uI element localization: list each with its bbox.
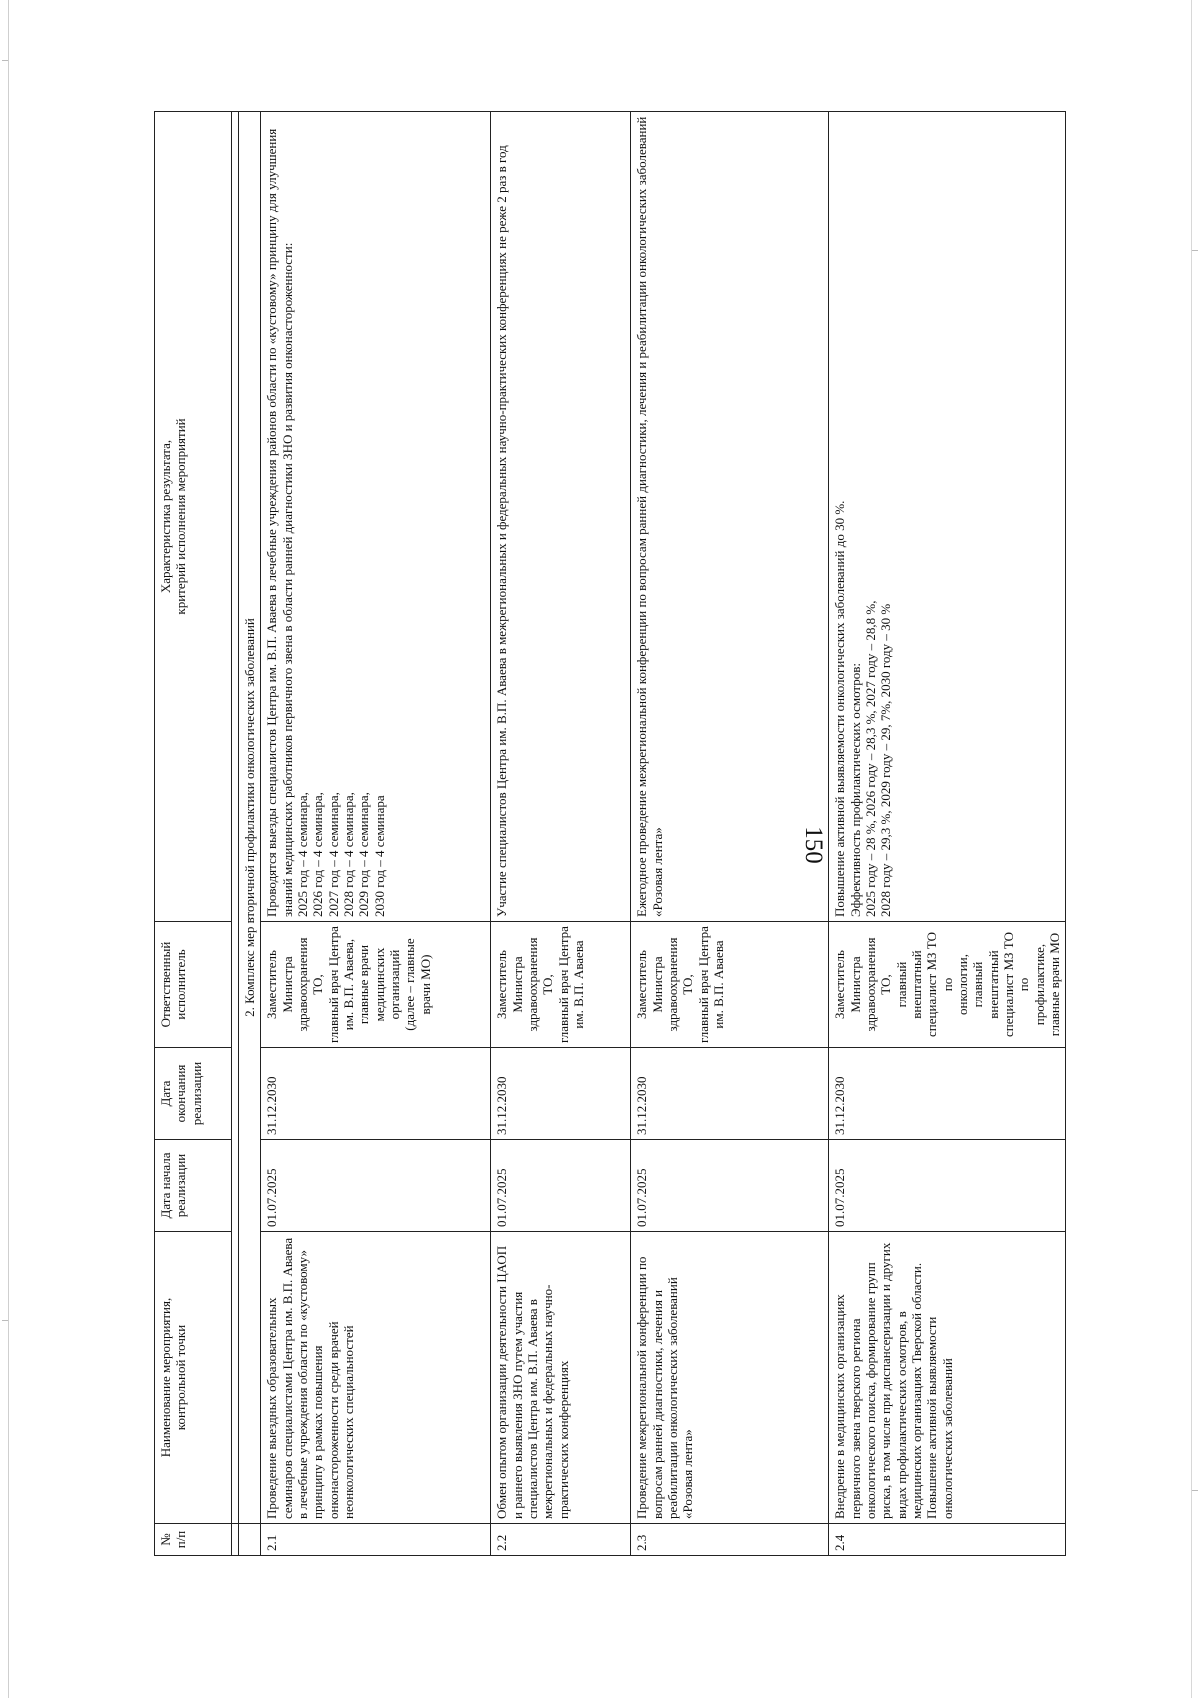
table-row — [829, 112, 1066, 1556]
row-name: Проведение выездных образовательных семинаров специалистами Центра им. В.П. Аваева в лечебные учреждения области по «кустовому» принципу в рамках повышения онконастороженности среди врачей неонкологических специальностей — [261, 1232, 491, 1524]
row-result: Участие специалистов Центра им. В.П. Аваева в межрегиональных и федеральных научно-практических конференциях не реже 2 раз в год — [491, 112, 631, 922]
row-num: 2.2 — [491, 1524, 631, 1556]
row-num: 2.3 — [631, 1524, 829, 1556]
header-responsible-text: Ответственный исполнитель — [158, 941, 189, 1028]
scan-mark — [2, 1320, 8, 1321]
header-name — [155, 1232, 232, 1524]
header-name-text: Наименование мероприятия, контрольной точки — [158, 1297, 189, 1458]
section-title: 2. Комплекс мер вторичной профилактики онкологических заболеваний — [239, 112, 261, 1524]
row-start: 01.07.2025 — [261, 1140, 491, 1232]
section-num-cell — [239, 1524, 261, 1556]
row-start: 01.07.2025 — [631, 1140, 829, 1232]
row-responsible: Заместитель Министра здравоохранения ТО, главный врач Центра им. В.П. Аваева — [491, 922, 631, 1048]
scan-edge-right — [1191, 0, 1192, 1698]
row-end: 31.12.2030 — [261, 1048, 491, 1140]
table-gap-row — [232, 112, 239, 1556]
page-number: 150 — [800, 826, 827, 864]
section-row — [239, 112, 261, 1556]
header-end-text: Дата окончания реализации — [158, 1061, 204, 1126]
row-end: 31.12.2030 — [631, 1048, 829, 1140]
header-end — [155, 1048, 232, 1140]
header-start — [155, 1140, 232, 1232]
header-num-text: № п/п — [158, 1530, 189, 1549]
row-result: Ежегодное проведение межрегиональной конференции по вопросам ранней диагностики, лечения и реабилитации онкологических заболеваний «Розовая лента» — [631, 112, 829, 922]
scan-mark — [1192, 1490, 1198, 1491]
header-responsible — [155, 922, 232, 1048]
row-responsible: Заместитель Министра здравоохранения ТО, главный врач Центра им. В.П. Аваева, главные врачи медицинских организаций (далее – главные врачи МО) — [261, 922, 491, 1048]
table-header-row — [155, 112, 232, 1556]
scan-mark — [1192, 250, 1198, 251]
header-result — [155, 112, 232, 922]
table-row — [491, 112, 631, 1556]
row-result: Проводятся выезды специалистов Центра им. В.П. Аваева в лечебные учреждения районов области по «кустовому» принципу для улучшения знаний медицинских работников первичного звена в области ранней диагностики ЗНО и развития онконастороженности: 2025 год – 4 семинара, 2026 год – 4 семинара, 2027 год – 4 семинара, 2028 год – 4 семинара, 2029 год – 4 семинара, 2030 год – 4 семинара — [261, 112, 491, 922]
row-end: 31.12.2030 — [491, 1048, 631, 1140]
rotated-document-content — [154, 112, 1062, 1556]
row-responsible: Заместитель Министра здравоохранения ТО, главный врач Центра им. В.П. Аваева — [631, 922, 829, 1048]
table-row — [261, 112, 491, 1556]
gap-cell — [232, 1524, 239, 1556]
row-end: 31.12.2030 — [829, 1048, 1066, 1140]
scan-edge-left — [8, 0, 9, 1698]
row-num: 2.4 — [829, 1524, 1066, 1556]
gap-cell — [232, 112, 239, 1524]
row-result: Повышение активной выявляемости онкологических заболеваний до 30 %. Эффективность профилактических осмотров: 2025 году – 28 %, 2026 году – 28,3 %, 2027 году – 28,8 %, 2028 году – 29,3 %, 2029 году – 29, 7%, 2030 году – 30 % — [829, 112, 1066, 922]
table-row — [631, 112, 829, 1556]
header-start-text: Дата начала реализации — [158, 1152, 189, 1219]
row-num: 2.1 — [261, 1524, 491, 1556]
row-name: Проведение межрегиональной конференции по вопросам ранней диагностики, лечения и реабилитации онкологических заболеваний «Розовая лента» — [631, 1232, 829, 1524]
header-result-text: Характеристика результата, критерий исполнения мероприятий — [158, 418, 189, 615]
row-name: Обмен опытом организации деятельности ЦАОП и раннего выявления ЗНО путем участия специалистов Центра им. В.П. Аваева в межрегиональных и федеральных научно-практических конференциях — [491, 1232, 631, 1524]
activities-table — [154, 111, 1066, 1556]
header-num — [155, 1524, 232, 1556]
row-start: 01.07.2025 — [491, 1140, 631, 1232]
row-responsible: Заместитель Министра здравоохранения ТО, главный внештатный специалист МЗ ТО по онкологии, главный внештатный специалист МЗ ТО по профилактике, главные врачи МО — [829, 922, 1066, 1048]
row-start: 01.07.2025 — [829, 1140, 1066, 1232]
row-name: Внедрение в медицинских организациях первичного звена тверского региона онкологического поиска, формирование групп риска, в том числе при диспансеризации и других видах профилактических осмотров, в медицинских организациях Тверской области. Повышение активной выявляемости онкологических заболеваний — [829, 1232, 1066, 1524]
scan-mark — [2, 60, 8, 61]
